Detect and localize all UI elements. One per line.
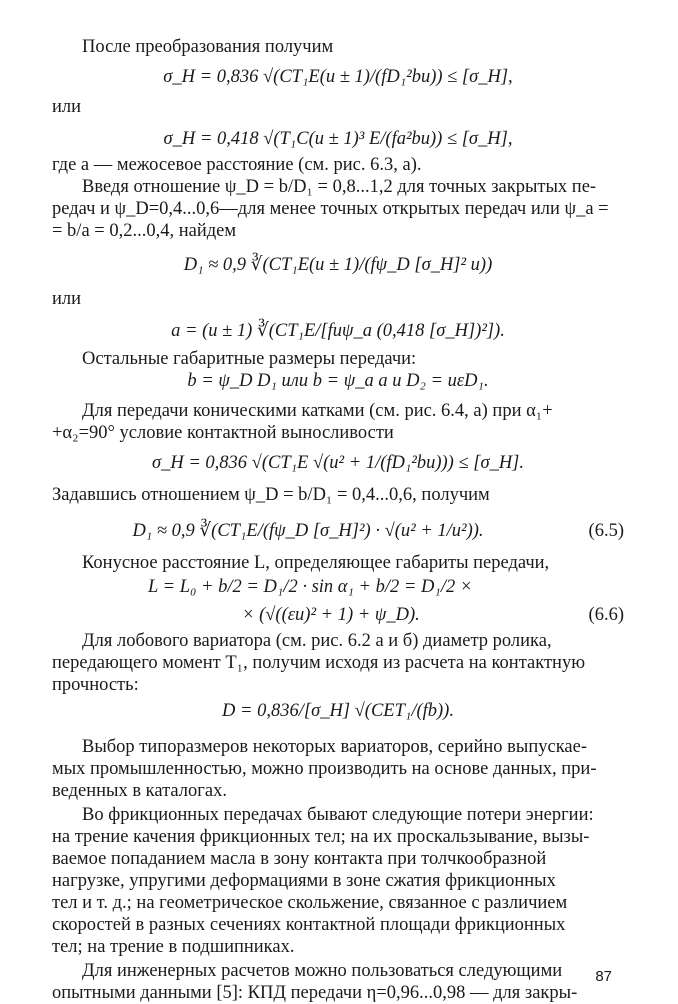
text-line: на трение качения фрикционных тел; на их проскальзывание, вызы- bbox=[52, 827, 590, 847]
text-line: = b/a = 0,2...0,4, найдем bbox=[52, 221, 237, 241]
text-line: ваемое попаданием масла в зону контакта при толчкообразной bbox=[52, 849, 547, 869]
text-line: прочность: bbox=[52, 675, 139, 695]
equation-number: (6.5) bbox=[588, 521, 624, 541]
text-line: Для лобового вариатора (см. рис. 6.2 a и б) диаметр ролика, bbox=[82, 631, 552, 651]
text-line: Для инженерных расчетов можно пользоваться следующими bbox=[82, 961, 563, 981]
text-line: Выбор типоразмеров некоторых вариаторов, серийно выпускае- bbox=[82, 737, 587, 757]
equation: σ_H = 0,836 √(CT₁E √(u² + 1/(fD₁²bu))) ≤ [σ_H]. bbox=[151, 453, 525, 473]
text-line: скоростей в разных сечениях контактной площади фрикционных bbox=[52, 915, 566, 935]
equation: L = L₀ + b/2 = D₁/2 · sin α₁ + b/2 = D₁/2 × bbox=[148, 577, 473, 597]
text-line: тел и т. д.; на геометрическое скольжение, связанное с различием bbox=[52, 893, 568, 913]
text-line: мых промышленностью, можно производить на основе данных, при- bbox=[52, 759, 597, 779]
equation-body: D₁ ≈ 0,9 ∛(CT₁E/(fψ_D [σ_H]²) · √(u² + 1/u²)). bbox=[132, 521, 484, 541]
text-line: Задавшись отношением ψ_D = b/D₁ = 0,4...0,6, получим bbox=[52, 485, 490, 505]
text-line: Конусное расстояние L, определяющее габариты передачи, bbox=[82, 553, 550, 573]
equation-body: × (√((εu)² + 1) + ψ_D). bbox=[242, 605, 420, 625]
equation: σ_H = 0,418 √(T₁C(u ± 1)³ E/(fa²bu)) ≤ [σ_H], bbox=[163, 129, 513, 149]
equation: D = 0,836/[σ_H] √(CET₁/(fb)). bbox=[222, 701, 454, 721]
equation: σ_H = 0,836 √(CT₁E(u ± 1)/(fD₁²bu)) ≤ [σ_H], bbox=[163, 67, 513, 87]
text-line: Введя отношение ψ_D = b/D₁ = 0,8...1,2 для точных закрытых пе- bbox=[82, 177, 597, 197]
equation: D₁ ≈ 0,9 ∛(CT₁E(u ± 1)/(fψ_D [σ_H]² u)) bbox=[183, 255, 493, 275]
equation: b = ψ_D D₁ или b = ψ_a a и D₂ = uεD₁. bbox=[187, 371, 489, 391]
page-number: 87 bbox=[595, 968, 612, 985]
text-line: После преобразования получим bbox=[82, 37, 334, 57]
text-line: тел; на трение в подшипниках. bbox=[52, 937, 295, 957]
text-line: +α₂=90° условие контактной выносливости bbox=[52, 423, 394, 443]
equation-number: (6.6) bbox=[588, 605, 624, 625]
equation bbox=[52, 520, 624, 542]
text-line: или bbox=[52, 97, 82, 117]
text-line: Для передачи коническими катками (см. рис. 6.4, a) при α₁+ bbox=[82, 401, 553, 421]
text-line: опытными данными [5]: КПД передачи η=0,96...0,98 — для закры- bbox=[52, 983, 578, 1003]
text-line: Остальные габаритные размеры передачи: bbox=[82, 349, 417, 369]
text-line: редач и ψ_D=0,4...0,6—для менее точных открытых передач или ψ_a = bbox=[52, 199, 609, 219]
equation: a = (u ± 1) ∛(CT₁E/[fuψ_a (0,418 [σ_H])²]). bbox=[171, 321, 505, 341]
text-line: нагрузке, упругими деформациями в зоне сжатия фрикционных bbox=[52, 871, 556, 891]
text-line: Во фрикционных передачах бывают следующие потери энергии: bbox=[82, 805, 594, 825]
text-line: или bbox=[52, 289, 82, 309]
text-line: передающего момент T₁, получим исходя из расчета на контактную bbox=[52, 653, 586, 673]
text-line: веденных в каталогах. bbox=[52, 781, 227, 801]
text-line: где a — межосевое расстояние (см. рис. 6.3, a). bbox=[52, 155, 422, 175]
